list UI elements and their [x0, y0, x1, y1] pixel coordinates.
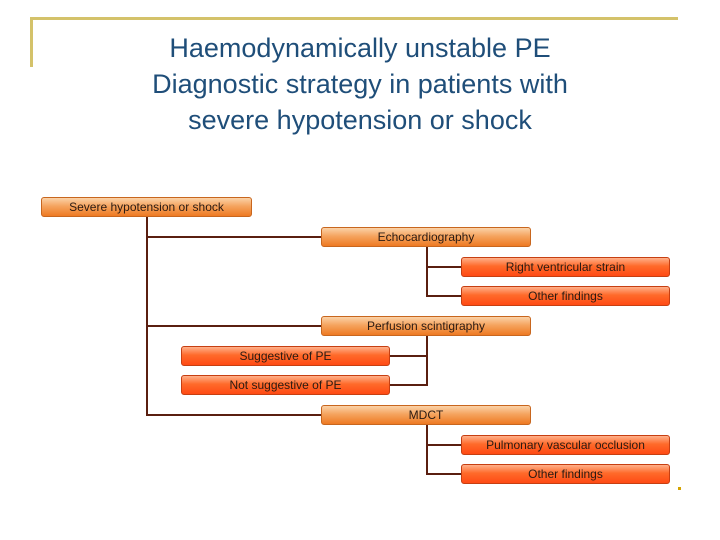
- pulmonary-vascular-occlusion-box: Pulmonary vascular occlusion: [461, 435, 670, 455]
- echo-branch-connector: [427, 247, 461, 296]
- mdct-other-findings-box: Other findings: [461, 464, 670, 484]
- root-box: Severe hypotension or shock: [41, 197, 252, 217]
- slide-bullet-dot: [678, 487, 681, 490]
- mdct-branch-connector: [427, 425, 461, 474]
- perfusion-branch-connector: [390, 336, 427, 385]
- echo-other-findings-box: Other findings: [461, 286, 670, 306]
- perfusion-scintigraphy-box: Perfusion scintigraphy: [321, 316, 531, 336]
- title-line-2: Diagnostic strategy in patients with: [152, 69, 568, 99]
- title-line-1: Haemodynamically unstable PE: [169, 33, 551, 63]
- mdct-box: MDCT: [321, 405, 531, 425]
- echocardiography-box: Echocardiography: [321, 227, 531, 247]
- title-line-3: severe hypotension or shock: [188, 105, 532, 135]
- right-ventricular-strain-box: Right ventricular strain: [461, 257, 670, 277]
- not-suggestive-of-pe-box: Not suggestive of PE: [181, 375, 390, 395]
- suggestive-of-pe-box: Suggestive of PE: [181, 346, 390, 366]
